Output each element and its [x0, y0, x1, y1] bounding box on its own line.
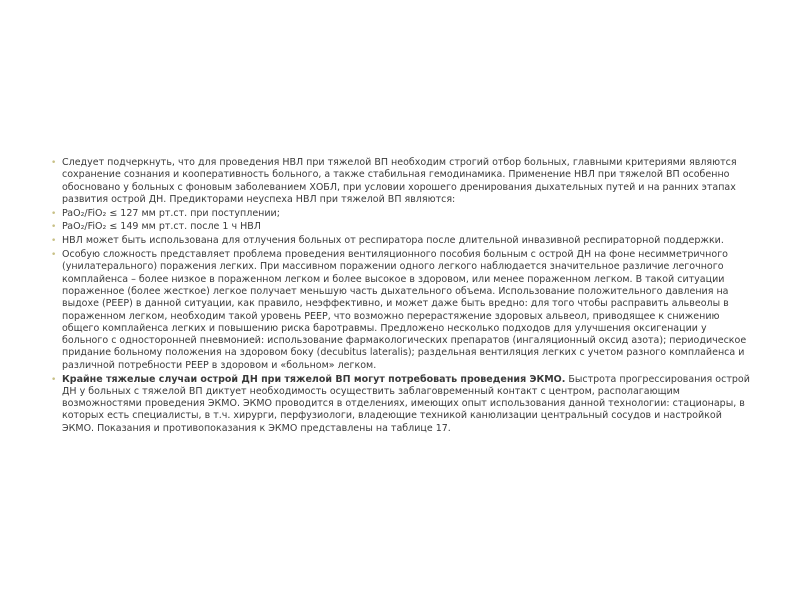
bullet-item: [50, 157, 750, 206]
bullet-marker: •: [51, 222, 57, 233]
bullet-marker: •: [51, 208, 57, 219]
bullet-text: Следует подчеркнуть, что для проведения НВЛ при тяжелой ВП необходим строгий отбор больных, главными критериями являются сохранение сознания и кооперативность больного, а также стабильная гемодинамика. Применение НВЛ при тяжелой ВП особенно обосновано у больных с фоновым заболеванием ХОБЛ, при условии хорошего дренирования дыхательных путей и на ранних этапах развития острой ДН. Предикторами неуспеха НВЛ при тяжелой ВП являются:: [62, 157, 737, 205]
bullet-text: PaO₂/FiO₂ ≤ 149 мм рт.ст. после 1 ч НВЛ: [62, 221, 261, 233]
bullet-marker: •: [51, 158, 57, 168]
bullet-item: [50, 221, 750, 233]
bullet-text: Особую сложность представляет проблема проведения вентиляционного пособия больным с острой ДН на фоне несимметричного (унилатерального) поражения легких. При массивном поражении одного легкого наблюдается значительное различие легочного комплайенса – более низкое в пораженном легком и более высокое в здоровом, или менее пораженном легком. В такой ситуации пораженное (более жесткое) легкое получает меньшую часть дыхательного объема. Использование положительного давления на выдохе (PEEP) в данной ситуации, как правило, неэффективно, и может даже быть вредно: для того чтобы расправить альвеолы в пораженном легком, необходим такой уровень PEEP, что возможно перерастяжение здоровых альвеол, приводящее к снижению общего комплайенса легких и повышению риска баротравмы. Предложено несколько подходов для улучшения оксигенации у больного с односторонней пневмонией: использование фармакологических препаратов (ингаляционный оксид азота); периодическое придание больному положения на здоровом боку (decubitus lateralis); раздельная вентиляция легких с учетом разного комплайенса и различной потребности PEEP в здоровом и «больном» легком.: [62, 249, 747, 371]
bullet-item: [50, 374, 750, 435]
bullet-marker: •: [51, 250, 57, 261]
bullet-item: [50, 208, 750, 220]
bullet-bold-text: Крайне тяжелые случаи острой ДН при тяжелой ВП могут потребовать проведения ЭКМО.: [62, 373, 566, 385]
slide-body: [50, 157, 750, 437]
bullet-item: [50, 235, 750, 247]
bullet-text: НВЛ может быть использована для отлучения больных от респиратора после длительной инвазивной респираторной поддержки.: [62, 235, 724, 247]
bullet-marker: •: [51, 236, 57, 247]
bullet-item: [50, 249, 750, 372]
bullet-text: Быстрота прогрессирования острой ДН у больных с тяжелой ВП диктует необходимость осуществить заблаговременный контакт с центром, располагающим возможностями проведения ЭКМО. ЭКМО проводится в отделениях, имеющих опыт использования данной технологии: стационары, в которых есть специалисты, в т.ч. хирурги, перфузиологи, владеющие техникой канюлизации центральный сосудов и настройкой ЭКМО. Показания и противопоказания к ЭКМО представлены на таблице 17.: [62, 373, 750, 434]
bullet-text: PaO₂/FiO₂ ≤ 127 мм рт.ст. при поступлении;: [62, 207, 280, 219]
bullet-marker: •: [51, 374, 57, 385]
